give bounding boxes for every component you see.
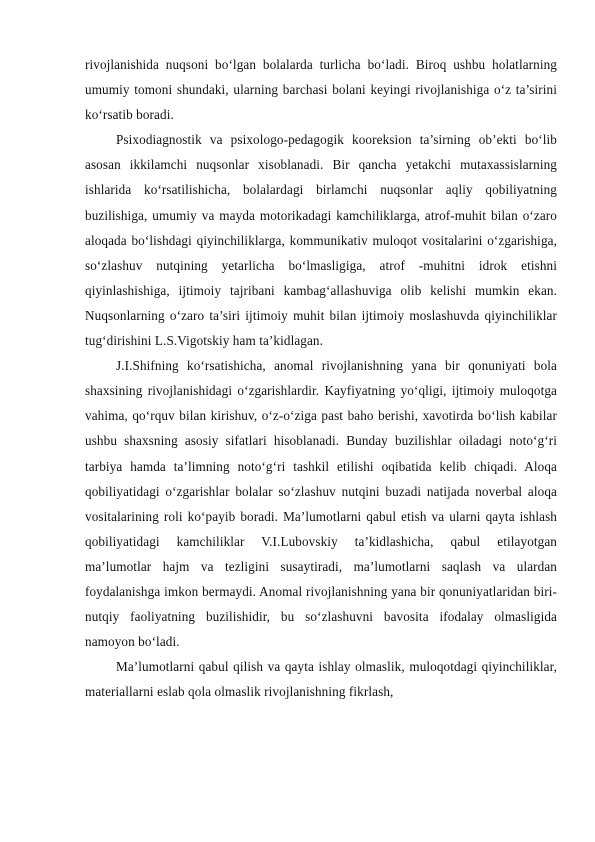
paragraph-continuation: rivojlanishida nuqsoni bo‘lgan bolalarda turlicha bo‘ladi. Biroq ushbu holatlarning umumiy tomoni shundaki, ularning barchasi bolani keyingi rivojlanishiga o‘z ta’sirini ko‘rsatib boradi. bbox=[85, 57, 557, 123]
paragraph-shif: J.I.Shifning ko‘rsatishicha, anomal rivojlanishning yana bir qonuniyati bola shaxsining rivojlanishidagi o‘zgarishlardir. Kayfiyatning yo‘qligi, ijtimoiy muloqotga vahima, qo‘rquv bilan kirishuv, o‘z-o‘ziga past baho berishi, xavotirda bo‘lish kabilar ushbu shaxsning asosiy sifatlari hisoblanadi. Bunday buzilishlar oiladagi noto‘g‘ri tarbiya hamda ta’limning noto‘g‘ri tashkil etilishi oqibatida kelib chiqadi. Aloqa qobiliyatidagi o‘zgarishlar bolalar so‘zlashuv nutqini buzadi natijada noverbal aloqa vositalarining roli ko‘payib boradi. Ma’lumotlarni qabul etish va ularni qayta ishlash qobiliyatidagi kamchiliklar V.I.Lubovskiy ta’kidlashicha, qabul etilayotgan ma’lumotlar hajm va tezligini susaytiradi, ma’lumotlarni saqlash va ulardan foydalanishga imkon bermaydi. Anomal rivojlanishning yana bir qonuniyatlaridan biri-nutqiy faoliyatning buzilishidir, bu so‘zlashuvni bavosita ifodalay olmasligida namoyon bo‘ladi. bbox=[85, 358, 557, 650]
document-page bbox=[85, 52, 557, 704]
paragraph-malumotlarni: Ma’lumotlarni qabul qilish va qayta ishlay olmaslik, muloqotdagi qiyinchiliklar, materiallarni eslab qola olmaslik rivojlanishning fikrlash, bbox=[85, 659, 557, 700]
paragraph-psixodiagnostik: Psixodiagnostik va psixologo-pedagogik kooreksion ta’sirning ob’ekti bo‘lib asosan ikkilamchi nuqsonlar xisoblanadi. Bir qancha yetakchi mutaxassislarning ishlarida ko‘rsatilishicha, bolalardagi birlamchi nuqsonlar aqliy qobiliyatning buzilishiga, umumiy va mayda motorikadagi kamchiliklarga, atrof-muhit bilan o‘zaro aloqada bo‘lishdagi qiyinchiliklarga, kommunikativ muloqot vositalarini o‘zgarishiga, so‘zlashuv nutqining yetarlicha bo‘lmasligiga, atrof -muhitni idrok etishni qiyinlashishiga, ijtimoiy tajribani kambag‘allashuviga olib kelishi mumkin ekan. Nuqsonlarning o‘zaro ta’siri ijtimoiy muhit bilan ijtimoiy moslashuvda qiyinchiliklar tug‘dirishini L.S.Vigotskiy ham ta’kidlagan. bbox=[85, 132, 557, 349]
